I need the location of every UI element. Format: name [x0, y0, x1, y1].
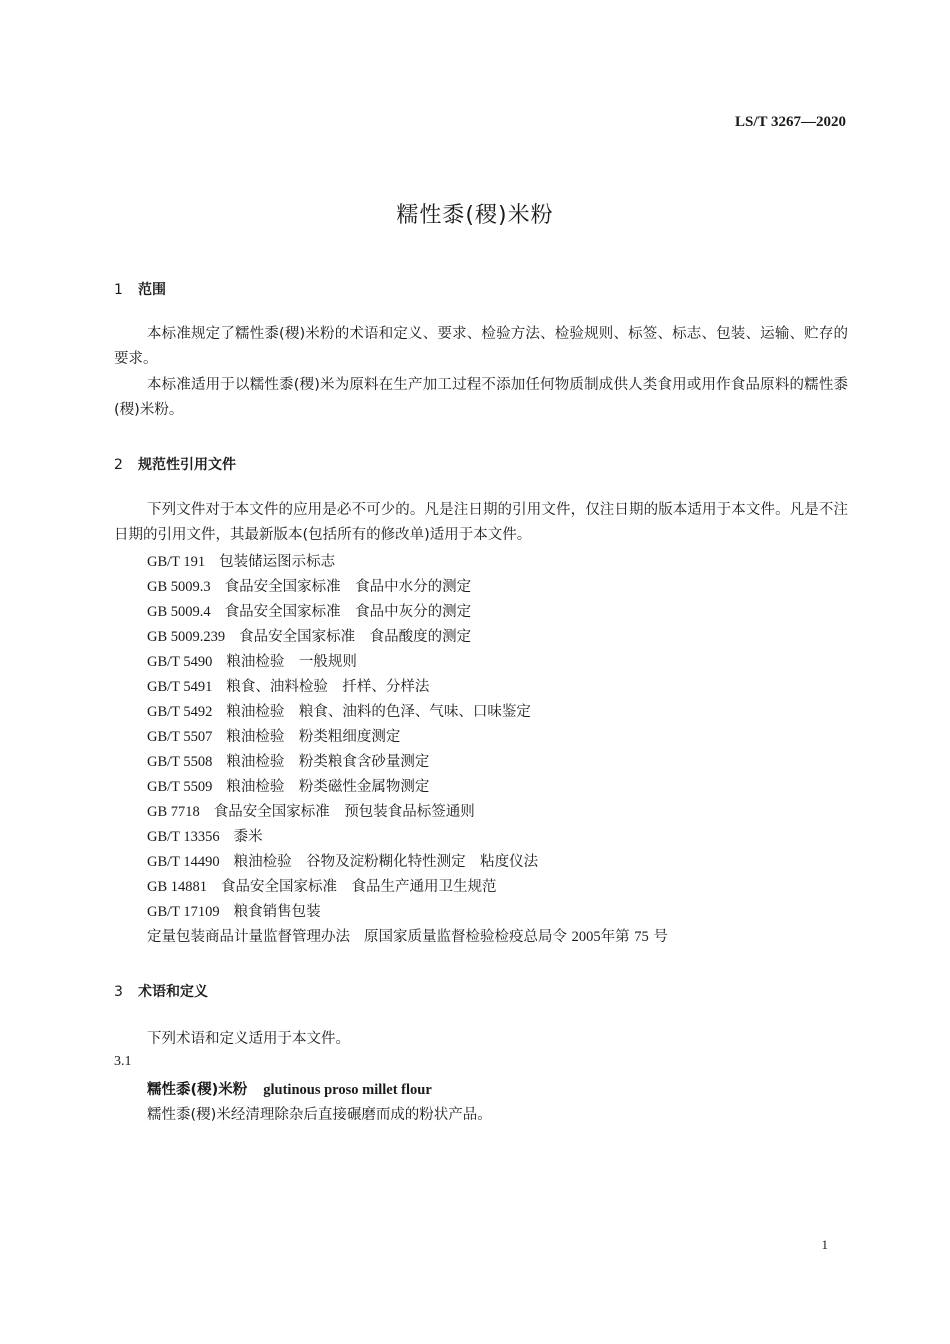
section-number: 1 — [114, 282, 123, 298]
reference-item — [147, 650, 668, 675]
regulation-issuer: 原国家质量监督检验检疫总局令 — [364, 929, 567, 945]
reference-code: GB/T 191 — [147, 554, 206, 570]
reference-title: 粮油检验 谷物及淀粉糊化特性测定 粘度仪法 — [233, 854, 539, 870]
term-chinese: 糯性黍(稷)米粉 — [147, 1082, 248, 1098]
reference-title: 粮油检验 粉类粮食含砂量测定 — [226, 754, 430, 770]
reference-code: GB/T 5508 — [147, 754, 213, 770]
terms-intro: 下列术语和定义适用于本文件。 — [147, 1031, 350, 1047]
section-2-heading — [114, 454, 236, 474]
reference-item — [147, 725, 668, 750]
reference-title: 粮油检验 粉类粗细度测定 — [226, 729, 401, 745]
reference-item — [147, 700, 668, 725]
regulation-name: 定量包装商品计量监督管理办法 — [147, 929, 350, 945]
reference-title: 粮油检验 粉类磁性金属物测定 — [226, 779, 430, 795]
regulation-year-suffix: 年第 — [600, 929, 630, 945]
regulation-order-suffix: 号 — [653, 929, 668, 945]
term-english: glutinous proso millet flour — [263, 1082, 432, 1098]
reference-title: 粮食、油料检验 扦样、分样法 — [226, 679, 430, 695]
regulation-year: 2005 — [571, 929, 601, 945]
reference-code: GB/T 5507 — [147, 729, 213, 745]
reference-code: GB/T 5492 — [147, 704, 213, 720]
reference-code: GB 5009.4 — [147, 604, 211, 620]
section-number: 2 — [114, 457, 123, 473]
reference-item — [147, 575, 668, 600]
reference-code: GB/T 5491 — [147, 679, 213, 695]
section-title: 规范性引用文件 — [138, 457, 236, 473]
reference-title: 食品安全国家标准 食品生产通用卫生规范 — [221, 879, 497, 895]
reference-code: GB/T 17109 — [147, 904, 220, 920]
reference-item — [147, 800, 668, 825]
reference-code: GB/T 14490 — [147, 854, 220, 870]
reference-title: 食品安全国家标准 食品中水分的测定 — [224, 579, 472, 595]
reference-code: GB 5009.239 — [147, 629, 226, 645]
reference-title: 粮食销售包装 — [233, 904, 321, 920]
reference-title: 食品安全国家标准 预包装食品标签通则 — [213, 804, 475, 820]
reference-title: 黍米 — [233, 829, 263, 845]
reference-code: GB/T 5509 — [147, 779, 213, 795]
reference-list — [147, 550, 668, 950]
scope-paragraph-2: 本标准适用于以糯性黍(稷)米为原料在生产加工过程不添加任何物质制成供人类食用或用作食品原料的糯性黍(稷)米粉。 — [114, 377, 848, 418]
reference-title: 食品安全国家标准 食品酸度的测定 — [239, 629, 472, 645]
reference-code: GB 7718 — [147, 804, 200, 820]
reference-item — [147, 825, 668, 850]
section-3-heading — [114, 981, 208, 1001]
document-title: 糯性黍(稷)米粉 — [396, 203, 554, 228]
reference-code: GB/T 13356 — [147, 829, 220, 845]
reference-title: 粮油检验 一般规则 — [226, 654, 357, 670]
term-heading — [147, 1078, 432, 1099]
term-definition: 糯性黍(稷)米经清理除杂后直接碾磨而成的粉状产品。 — [147, 1107, 492, 1123]
page-number: 1 — [821, 1237, 828, 1252]
reference-item — [147, 850, 668, 875]
references-intro: 下列文件对于本文件的应用是必不可少的。凡是注日期的引用文件，仅注日期的版本适用于本文件。凡是不注日期的引用文件，其最新版本(包括所有的修改单)适用于本文件。 — [114, 502, 848, 543]
reference-title: 食品安全国家标准 食品中灰分的测定 — [224, 604, 472, 620]
reference-title: 包装储运图示标志 — [219, 554, 336, 570]
reference-code: GB/T 5490 — [147, 654, 213, 670]
reference-item — [147, 900, 668, 925]
reference-item-regulation — [147, 925, 668, 950]
reference-item — [147, 750, 668, 775]
reference-title: 粮油检验 粮食、油料的色泽、气味、口味鉴定 — [226, 704, 531, 720]
reference-code: GB 14881 — [147, 879, 208, 895]
regulation-order-number: 75 — [634, 929, 649, 945]
section-number: 3 — [114, 984, 123, 1000]
reference-item — [147, 600, 668, 625]
section-title: 术语和定义 — [138, 984, 208, 1000]
reference-item — [147, 675, 668, 700]
reference-item — [147, 775, 668, 800]
reference-item — [147, 550, 668, 575]
reference-code: GB 5009.3 — [147, 579, 211, 595]
section-title: 范围 — [138, 282, 166, 298]
standard-code: LS/T 3267—2020 — [735, 114, 846, 130]
reference-item — [147, 625, 668, 650]
scope-paragraph-1: 本标准规定了糯性黍(稷)米粉的术语和定义、要求、检验方法、检验规则、标签、标志、包装、运输、贮存的要求。 — [114, 326, 848, 367]
term-number: 3.1 — [114, 1054, 132, 1069]
reference-item — [147, 875, 668, 900]
section-1-heading — [114, 279, 166, 299]
